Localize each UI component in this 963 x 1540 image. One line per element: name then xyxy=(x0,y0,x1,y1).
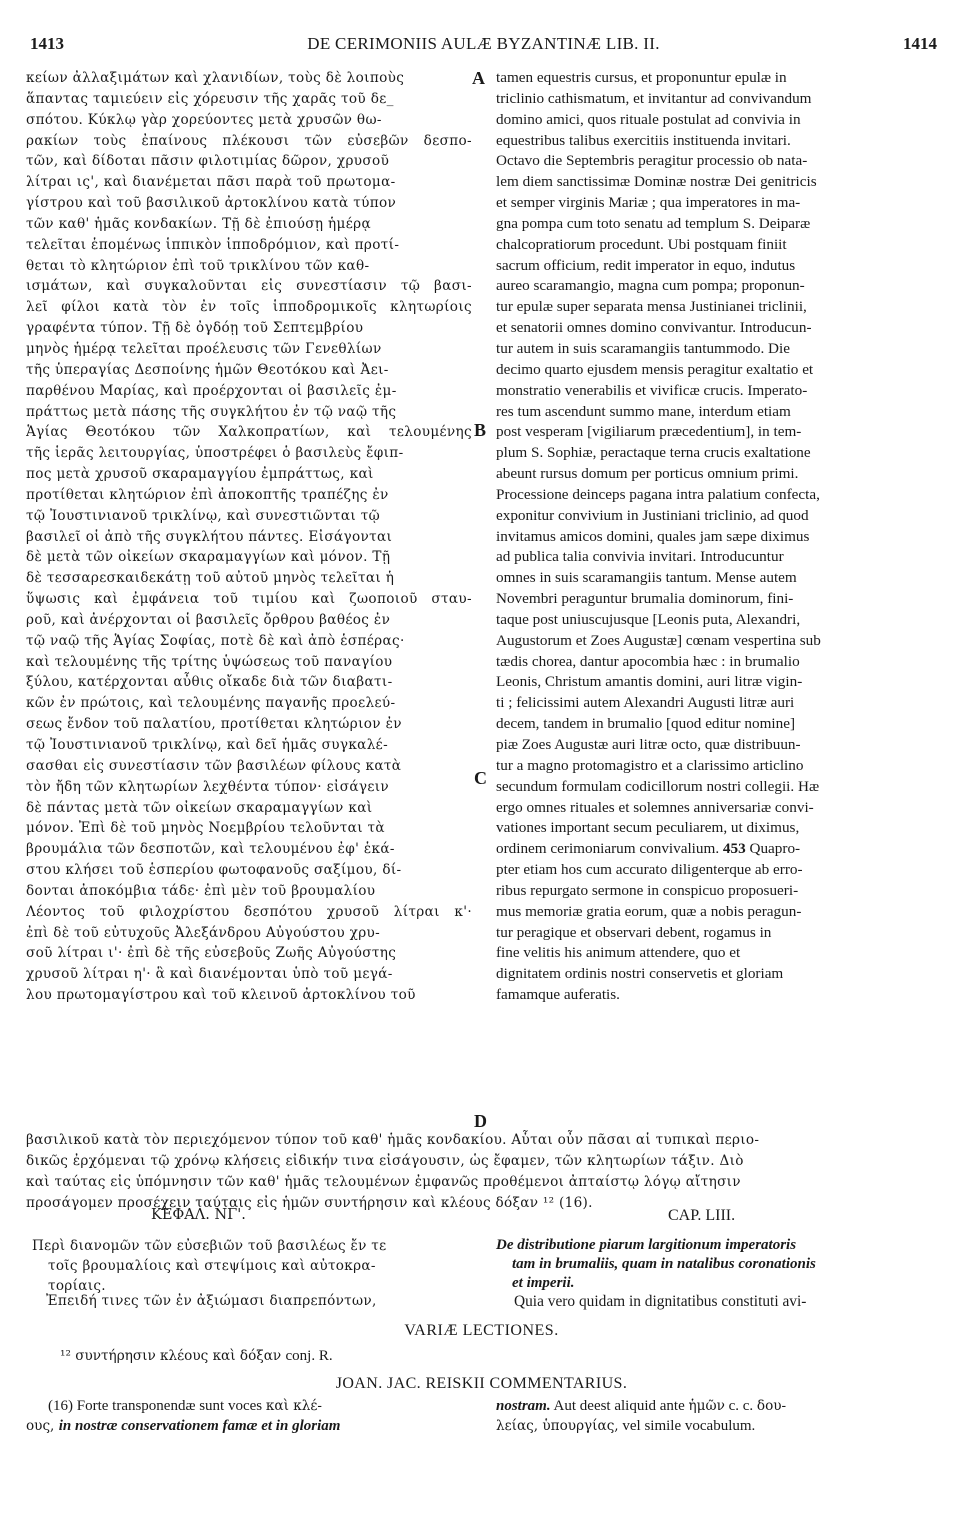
latin-text-line: triclinio cathismatum, et invitantur ad convivandum xyxy=(496,89,812,107)
line-text: Quapro- xyxy=(745,840,801,858)
greek-text-line: ἐπὶ δὲ τοῦ εὐτυχοῦς Ἀλεξάνδρου Αὐγούστου χρυ- xyxy=(26,924,381,941)
section-number: 453 xyxy=(722,840,746,858)
greek-text-line: κείων ἀλλαξιμάτων καὶ χλανιδίων, τοὺς δὲ λοιποὺς xyxy=(26,70,405,86)
latin-text-line: Octavo die Septembris peragitur processio ob nata- xyxy=(496,152,808,170)
greek-text-line: σασθαι εἰς συνεστίασιν τῶν βασιλέων φίλους κατὰ xyxy=(26,757,402,774)
commentary-greek: λείας, ὑπουργίας, xyxy=(496,1418,619,1434)
variant-note-number: ¹² xyxy=(60,1348,71,1364)
greek-text-line: πράττως μετὰ πάσης τῆς συγκλήτου ἐν τῷ ναῷ τῆς xyxy=(26,403,397,420)
greek-text-line: δὲ μετὰ τῶν οἰκείων σκαραμαγγίων καὶ μόνον. Τῇ xyxy=(26,549,391,566)
greek-text-line: τῶν καθ' ἡμᾶς κονδακίων. Τῇ δὲ ἐπιούσῃ ἡμέρᾳ xyxy=(26,215,372,232)
greek-text-line: μηνὸς ἡμέρᾳ τελεῖται προέλευσις τῶν Γενεθλίων xyxy=(26,340,382,357)
latin-title-line: De distributione piarum largitionum imperatoris xyxy=(496,1237,797,1253)
latin-text-line: secundum formulam codicillorum nostri collegii. Hæ xyxy=(496,777,820,795)
commentary-right xyxy=(496,1396,946,1436)
latin-column xyxy=(496,68,944,1006)
latin-chapter-opener: Quia vero quidam in dignitatibus constituti avi- xyxy=(514,1293,807,1310)
commentary-italic: in nostræ conservationem famæ et in gloriam xyxy=(58,1418,341,1434)
greek-text-line: δὲ τεσσαρεσκαιδεκάτῃ τοῦ αὐτοῦ μηνὸς τελεῖται ἡ xyxy=(26,570,395,587)
greek-text-line: Λέοντος τοῦ φιλοχρίστου δεσπότου χρυσοῦ λίτραι κ'· xyxy=(26,903,472,920)
greek-column xyxy=(26,68,472,1006)
latin-text-line: ad publica talia convivia invitari. Introducuntur xyxy=(496,548,784,566)
greek-text-line: προτίθεται κλητώριον ἐπὶ ἀποκοπτῆς τραπέζης ἐν xyxy=(26,486,389,503)
full-width-line: δικῶς ἐρχόμεναι τῷ χρόνῳ κλήσεις εἰδικήν τινα εἰσάγουσιν, ὡς ἔφαμεν, τῶν κλητωρίων τάξιν. Διὸ xyxy=(26,1152,744,1169)
latin-chapter-title xyxy=(496,1236,944,1293)
greek-text-line: γίστρου καὶ τοῦ βασιλικοῦ ἀρτοκλίνου κατὰ τύπον xyxy=(26,195,397,212)
latin-text-line: Leonis, Christum amantis domini, auri litræ vigin- xyxy=(496,673,803,691)
page-number-left: 1413 xyxy=(30,34,64,53)
latin-text-line: Augustorum et Zoes Augustæ] cœnam vespertina sub xyxy=(496,631,821,649)
latin-text-line: tamen equestris cursus, et proponuntur epulæ in xyxy=(496,69,787,86)
greek-text-line: παρθένου Μαρίας, καὶ προέρχονται οἱ βασιλεῖς ἐμ- xyxy=(26,382,397,399)
greek-text-line: τῆς ἱερᾶς λειτουργίας, ὑποστρέφει ὁ βασιλεὺς ἔφιπ- xyxy=(26,445,404,462)
latin-text-line: invitamus amicos domini, quales jam sæpe diximus xyxy=(496,527,810,545)
commentary-line xyxy=(48,1396,478,1416)
latin-text-line: et semper virginis Mariæ ; qua imperatores in ma- xyxy=(496,194,801,212)
greek-text-line: δὲ πάντας μετὰ τῶν οἰκείων σκαραμαγγίων καὶ xyxy=(26,799,373,816)
latin-chapter-heading: CAP. LIII. xyxy=(668,1207,736,1224)
latin-text-line: post vesperam [vigiliarum præcedentium], in tem- xyxy=(496,423,802,441)
latin-text-line: fine velitis his animum attendere, quo et xyxy=(496,944,741,962)
latin-text-line: dignitatem ordinis nostri conservetis et gloriam xyxy=(496,965,784,983)
latin-text-line: mus memoriæ gratia eorum, quæ a nobis peragun- xyxy=(496,902,802,920)
greek-text-line: ἅπαντας ταμιεύειν εἰς χόρευσιν τῆς χαρᾶς τοῦ δε_ xyxy=(26,90,394,107)
greek-text-line: γραφέντα τύπον. Τῇ δὲ ὀγδόῃ τοῦ Σεπτεμβρίου xyxy=(26,320,364,337)
latin-text-line: res tum ascendunt summo mane, interdum etiam xyxy=(496,402,791,420)
margin-marker-c: C xyxy=(474,768,487,788)
latin-text-line: abeunt rursus domum per porticus omnium primi. xyxy=(496,465,799,483)
greek-text-line: Ἁγίας Θεοτόκου τῶν Χαλκοπρατίων, καὶ τελουμένης xyxy=(26,424,472,441)
latin-text-line: taque post uniuscujusque [Leonis puta, Alexandri, xyxy=(496,610,801,628)
commentary-line xyxy=(496,1396,946,1416)
greek-text-line: τῶν, καὶ δίδοται πᾶσιν φιλοτιμίας δῶρον, χρυσοῦ xyxy=(26,153,390,170)
variae-lectiones-heading: VARIÆ LECTIONES. xyxy=(404,1322,559,1339)
greek-text-line: χρυσοῦ λίτραι η'· ἃ καὶ διανέμονται ὑπὸ τοῦ μεγά- xyxy=(26,966,393,983)
greek-text-line: κῶν ἐν πρώτοις, καὶ τελουμένης παγανῆς προελεύ- xyxy=(26,695,396,712)
full-width-line: βασιλικοῦ κατὰ τὸν περιεχόμενον τύπον τοῦ καθ' ἡμᾶς κονδακίου. Αὗται οὖν πᾶσαι αἱ τυπικαὶ περιο- xyxy=(26,1132,760,1148)
greek-title-line: τοῖς βρουμαλίοις καὶ στεψίμοις καὶ αὐτοκρα- xyxy=(48,1258,376,1274)
commentary-italic: nostram. xyxy=(496,1398,551,1414)
variant-reading-note xyxy=(60,1348,333,1365)
margin-marker-b: B xyxy=(474,420,487,440)
commentary-text: Aut deest aliquid ante xyxy=(550,1398,689,1414)
greek-text-line: τὸν ἤδη τῶν κλητωρίων λεχθέντα τύπον· εἰσάγειν xyxy=(26,778,390,795)
latin-text-line: tur a magno protomagistro et a clarissimo articlino xyxy=(496,756,804,774)
line-text: ordinem cerimoniarum convivalium. xyxy=(496,840,720,858)
commentary-greek: ους, xyxy=(26,1418,59,1434)
greek-chapter-opener: Ἐπειδή τινες τῶν ἐν ἀξιώμασι διαπρεπόντων, xyxy=(46,1293,377,1309)
latin-text-line: famamque auferatis. xyxy=(496,986,620,1004)
greek-text-line: τελεῖται ἑπομένως ἱππικὸν ἱπποδρόμιον, καὶ προτί- xyxy=(26,236,400,253)
latin-text-line: ergo omnes rituales et solemnes anniversariæ convi- xyxy=(496,798,814,816)
greek-title-line: Περὶ διανομῶν τῶν εὐσεβιῶν τοῦ βασιλέως ἔν τε xyxy=(32,1238,387,1254)
commentary-text: (16) Forte transponendæ sunt voces xyxy=(48,1398,266,1414)
latin-text-line: piæ Zoes Augustæ auri litræ octo, quæ distribuun- xyxy=(496,736,801,753)
running-header xyxy=(30,34,937,58)
greek-text-line: ρακίων τοὺς ἐπαίνους πλέκουσι τῶν εὐσεβῶν δεσπο- xyxy=(26,132,472,149)
greek-chapter-heading: ΚΕΦΑΛ. ΝΓ'. xyxy=(151,1207,246,1223)
greek-text-line: μόνον. Ἐπὶ δὲ τοῦ μηνὸς Νοεμβρίου τελοῦνται τὰ xyxy=(26,820,385,837)
latin-text-line: omnes in suis scaramangiis tantum. Mense autem xyxy=(496,569,797,587)
latin-title-line: et imperii. xyxy=(512,1275,575,1291)
latin-text-line: aureo scaramangio, magna cum pompa; proponun- xyxy=(496,277,805,295)
greek-text-line: σεως ἔνδον τοῦ παλατίου, προτίθεται κλητώριον ἐν xyxy=(26,716,402,733)
full-width-line: προσάγομεν προσέχειν ταύταις εἰς ἡμῶν συντήρησιν καὶ κλέους δόξαν ¹² (16). xyxy=(26,1194,593,1211)
latin-title-line: tam in brumaliis, quam in natalibus coronationis xyxy=(512,1256,816,1272)
greek-text-line: ὕψωσις καὶ ἐμφάνεια τοῦ τιμίου καὶ ζωοποιοῦ σταυ- xyxy=(26,591,472,608)
greek-text-line: ισμάτων, καὶ συγκαλοῦνται εἰς συνεστίασιν τῷ βασι- xyxy=(26,278,472,295)
commentary-heading: JOAN. JAC. REISKII COMMENTARIUS. xyxy=(335,1375,628,1392)
greek-text-line: πος μετὰ χρυσοῦ σκαραμαγγίου ἐμπράττως, καὶ xyxy=(26,466,374,483)
latin-text-line: ribus repurgato sermone in conspicuo proposueri- xyxy=(496,881,799,899)
latin-text-line: tur epulæ super separata mensa Justinianei triclinii, xyxy=(496,298,807,316)
chapter-heading-row xyxy=(26,1207,946,1231)
greek-text-line: λίτραι ις', καὶ διανέμεται πᾶσι παρὰ τοῦ πρωτομα- xyxy=(26,174,396,191)
greek-text-line: βρουμάλια τῶν δεσποτῶν, καὶ τελουμένου ἐφ' ἑκά- xyxy=(26,841,395,858)
latin-text-line: gna pompa cum toto senatu ad templum S. Deiparæ xyxy=(496,214,811,232)
latin-text-line: sacrum officium, redit imperator in equo, indutus xyxy=(496,256,796,274)
greek-text-line: σοῦ λίτραι ι'· ἐπὶ δὲ τῆς εὐσεβοῦς Ζωῆς Αὐγούστης xyxy=(26,945,397,962)
latin-text-line: monstratio venerabilis et vivificæ crucis. Imperato- xyxy=(496,381,808,399)
greek-text-line: λου πρωτομαγίστρου καὶ τοῦ κλεινοῦ ἀρτοκλίνου τοῦ xyxy=(26,987,416,1004)
greek-text-line: τῷ ναῷ τῆς Ἁγίας Σοφίας, ποτὲ δὲ καὶ ἀπὸ ἑσπέρας· xyxy=(26,632,405,649)
latin-text-line: vationes important secum peculiarem, ut diximus, xyxy=(496,819,800,837)
full-width-paragraph xyxy=(26,1130,946,1214)
latin-text-line: et senatorii omnes domino convivantur. Introducun- xyxy=(496,319,812,337)
latin-text-line: equestribus talibus exercitiis instituenda invitari. xyxy=(496,131,791,149)
latin-text-line xyxy=(496,839,944,860)
greek-text-line: θεται τὸ κλητώριον ἐπὶ τοῦ τρικλίνου τῶν καθ- xyxy=(26,257,370,274)
latin-text-line: ti ; felicissimi autem Alexandri Augusti litræ auri xyxy=(496,694,795,712)
greek-chapter-title xyxy=(26,1236,472,1296)
latin-text-line: Processione deinceps pagana intra palatium confecta, xyxy=(496,485,820,503)
latin-text-line: chalcopratiorum procedunt. Ubi postquam finiit xyxy=(496,235,787,253)
latin-text-line: domino amici, quos rituale postulat ad convivia in xyxy=(496,110,801,128)
full-width-line: καὶ ταύτας εἰς ὑπόμνησιν τῶν καθ' ἡμᾶς τελουμένων ἐμφανῶς προθέμενοι ἀπταίστῳ λόγῳ αἴτησιν xyxy=(26,1173,741,1190)
running-title: DE CERIMONIIS AULÆ BYZANTINÆ LIB. II. xyxy=(307,34,660,53)
page-number-right: 1414 xyxy=(903,34,937,53)
latin-text-line: tædis chorea, dantur apocombia hæc : in brumalio xyxy=(496,652,800,670)
commentary-greek: ἡμῶν xyxy=(688,1398,725,1414)
commentary-greek: δου- xyxy=(756,1398,787,1414)
greek-text-line: τῆς ὑπεραγίας Δεσποίνης ἡμῶν Θεοτόκου καὶ Ἀει- xyxy=(26,361,389,378)
latin-text-line: decem, tandem in brumalio [quod editur nomine] xyxy=(496,715,796,733)
greek-text-line: τῷ Ἰουστινιανοῦ τρικλίνῳ, καὶ συνεστιῶνται τῷ xyxy=(26,507,381,524)
latin-text-line: lem diem sanctissimæ Dominæ nostræ Dei genitricis xyxy=(496,173,817,191)
greek-text-line: λεῖ φίλοι κατὰ τὸν ἐν τοῖς ἱπποδρομικοῖς κλητωρίοις xyxy=(26,299,472,316)
latin-text-line: decimo quarto ejusdem mensis peragitur exaltatio et xyxy=(496,360,814,378)
greek-text-line: σπότου. Κύκλῳ γὰρ χορεύοντες μετὰ χρυσῶν θω- xyxy=(26,111,382,128)
greek-text-line: δονται ἀποκόμβια τάδε· ἐπὶ μὲν τοῦ βρουμαλίου xyxy=(26,882,376,899)
latin-text-line: Novembri peraguntur brumalia dominorum, fini- xyxy=(496,590,794,608)
variant-note-conj: conj. R. xyxy=(285,1348,333,1364)
latin-text-line: exponitur convivium in Justiniani triclinio, ad quod xyxy=(496,506,809,524)
commentary-text: c. c. xyxy=(724,1398,757,1414)
greek-text-line: τῷ Ἰουστινιανοῦ τρικλίνῳ, καὶ δεῖ ἡμᾶς συγκαλέ- xyxy=(26,737,389,753)
greek-text-line: βασιλεῖ οἱ ἀπὸ τῆς συγκλήτου πάντες. Εἰσάγονται xyxy=(26,528,393,545)
margin-marker-a: A xyxy=(472,68,485,88)
latin-text-line: pter etiam hos cum accurato diligenterque ab erro- xyxy=(496,861,803,879)
greek-text-line: στου κλήσει τοῦ ἑσπερίου φωτοφανοῦς σαξίμου, δί- xyxy=(26,862,402,879)
margin-marker-d: D xyxy=(474,1111,487,1131)
commentary-line xyxy=(26,1416,478,1436)
greek-title-line: τορίαις. xyxy=(48,1278,106,1294)
latin-text-line: tur peragique et observari debent, rogamus in xyxy=(496,923,772,941)
greek-text-line: ροῦ, καὶ ἀνέρχονται οἱ βασιλεῖς ὄρθρου βαθέος ἐν xyxy=(26,611,391,628)
commentary-text: vel simile vocabulum. xyxy=(618,1418,756,1434)
commentary-greek: καὶ κλέ- xyxy=(265,1398,322,1414)
latin-text-line: tur autem in suis scaramangiis tantummodo. Die xyxy=(496,339,790,357)
greek-text-line: καὶ τελουμένης τῆς τρίτης ὑψώσεως τοῦ παναγίου xyxy=(26,653,393,670)
latin-text-line: plum S. Sophiæ, peractaque terna crucis exaltatione xyxy=(496,444,811,462)
variant-note-greek: συντήρησιν κλέους καὶ δόξαν xyxy=(70,1348,286,1364)
commentary-left xyxy=(26,1396,478,1436)
greek-text-line: ξύλου, κατέρχονται αὖθις οἴκαδε διὰ τῶν διαβατι- xyxy=(26,674,393,691)
commentary-line xyxy=(496,1416,946,1436)
